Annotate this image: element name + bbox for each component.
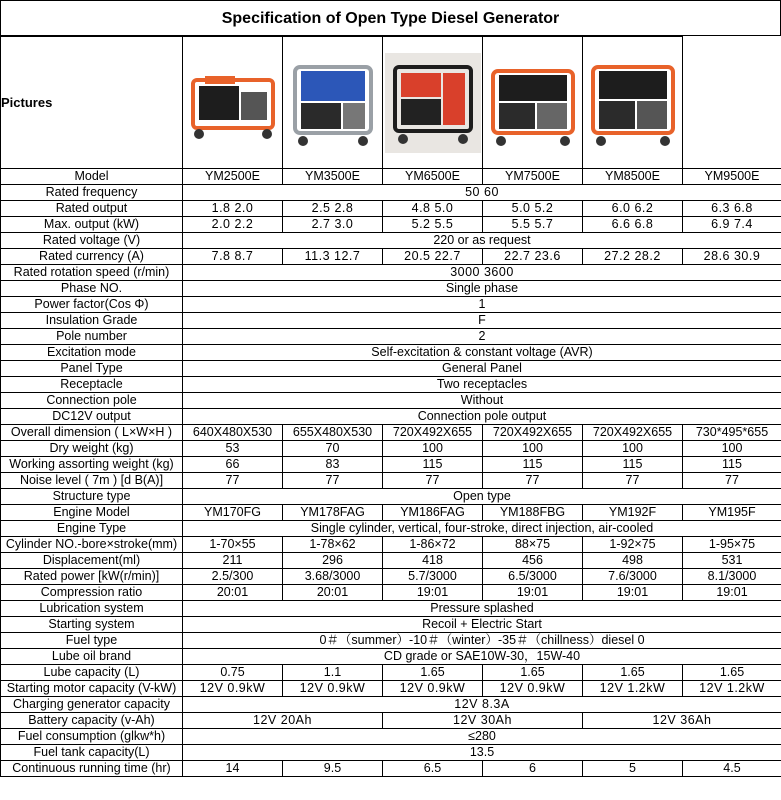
value-cell: 655X480X530 [283,425,383,441]
merged-cell: 12V 30Ah [383,713,583,729]
value-cell: 8.1/3000 [683,569,781,585]
value-cell: 6.5 [383,761,483,777]
row-label: Insulation Grade [1,313,183,329]
value-cell: 4.5 [683,761,781,777]
value-cell: 115 [583,457,683,473]
value-cell: 5.7/3000 [383,569,483,585]
table-row [1,345,781,361]
generator-icon [285,53,381,153]
table-row [1,281,781,297]
row-label: Dry weight (kg) [1,441,183,457]
table-row [1,441,781,457]
generator-icon [485,53,581,153]
value-cell: 456 [483,553,583,569]
model-cell: YM9500E [683,169,781,185]
value-cell: YM170FG [183,505,283,521]
row-label: Lube capacity (L) [1,665,183,681]
value-cell: 88×75 [483,537,583,553]
value-cell: 1-86×72 [383,537,483,553]
table-row [1,633,781,649]
value-cell: 70 [283,441,383,457]
value-cell: 77 [583,473,683,489]
model-cell: YM3500E [283,169,383,185]
model-cell: YM7500E [483,169,583,185]
row-label: Fuel tank capacity(L) [1,745,183,761]
value-cell: 115 [483,457,583,473]
merged-cell: 12V 36Ah [583,713,781,729]
row-label: Structure type [1,489,183,505]
row-label: Phase NO. [1,281,183,297]
merged-cell: 220 or as request [183,233,781,249]
row-label: Battery capacity (v-Ah) [1,713,183,729]
merged-cell: Pressure splashed [183,601,781,617]
value-cell: 12V 0.9kW [383,681,483,697]
value-cell: 77 [383,473,483,489]
table-row [1,249,781,265]
merged-cell: 3000 3600 [183,265,781,281]
value-cell: 19:01 [583,585,683,601]
value-cell: 1-95×75 [683,537,781,553]
table-row [1,553,781,569]
value-cell: 20:01 [283,585,383,601]
value-cell: 6.0 6.2 [583,201,683,217]
table-row [1,761,781,777]
merged-cell: Self-excitation & constant voltage (AVR) [183,345,781,361]
row-label: Excitation mode [1,345,183,361]
value-cell: 2.5/300 [183,569,283,585]
value-cell: 7.6/3000 [583,569,683,585]
value-cell: 77 [283,473,383,489]
row-label: Engine Model [1,505,183,521]
value-cell: 1-92×75 [583,537,683,553]
value-cell: 28.6 30.9 [683,249,781,265]
value-cell: 1-78×62 [283,537,383,553]
table-row [1,665,781,681]
table-row [1,201,781,217]
table-row [1,265,781,281]
value-cell: 2.5 2.8 [283,201,383,217]
value-cell: 296 [283,553,383,569]
value-cell: 1.8 2.0 [183,201,283,217]
table-row [1,729,781,745]
generator-photo-3 [383,37,483,169]
value-cell: 11.3 12.7 [283,249,383,265]
value-cell: 100 [683,441,781,457]
value-cell: 1.1 [283,665,383,681]
pictures-label: Pictures [1,37,183,169]
row-label: Rated currency (A) [1,249,183,265]
value-cell: 720X492X655 [483,425,583,441]
value-cell: 418 [383,553,483,569]
value-cell: 3.68/3000 [283,569,383,585]
generator-photo-2 [283,37,383,169]
merged-cell: 12V 20Ah [183,713,383,729]
row-label: Fuel consumption (glkw*h) [1,729,183,745]
value-cell: 100 [483,441,583,457]
merged-cell: Without [183,393,781,409]
value-cell: 2.7 3.0 [283,217,383,233]
row-label: Rated output [1,201,183,217]
row-label: Fuel type [1,633,183,649]
row-label: Rated rotation speed (r/min) [1,265,183,281]
table-row [1,233,781,249]
value-cell: 66 [183,457,283,473]
generator-photo-4 [483,37,583,169]
merged-cell: 1 [183,297,781,313]
value-cell: 20.5 22.7 [383,249,483,265]
value-cell: 5.2 5.5 [383,217,483,233]
merged-cell: 2 [183,329,781,345]
value-cell: 720X492X655 [583,425,683,441]
value-cell: 19:01 [483,585,583,601]
merged-cell: Two receptacles [183,377,781,393]
row-label: Engine Type [1,521,183,537]
table-row [1,697,781,713]
value-cell: 12V 0.9kW [283,681,383,697]
merged-cell: 50 60 [183,185,781,201]
generator-photo-1 [183,37,283,169]
value-cell: 5 [583,761,683,777]
value-cell: 1-70×55 [183,537,283,553]
generator-photo-5 [583,37,683,169]
row-label: Overall dimension ( L×W×H ) [1,425,183,441]
model-cell: YM6500E [383,169,483,185]
merged-cell: F [183,313,781,329]
value-cell: 53 [183,441,283,457]
row-label: Max. output (kW) [1,217,183,233]
row-label: Starting system [1,617,183,633]
table-row [1,585,781,601]
table-row [1,393,781,409]
merged-cell: Open type [183,489,781,505]
value-cell: 77 [183,473,283,489]
merged-cell: CD grade or SAE10W-30，15W-40 [183,649,781,665]
table-row [1,489,781,505]
value-cell: 6.6 6.8 [583,217,683,233]
table-row [1,361,781,377]
value-cell: 211 [183,553,283,569]
value-cell: 19:01 [383,585,483,601]
value-cell: 1.65 [483,665,583,681]
row-label: Working assorting weight (kg) [1,457,183,473]
value-cell: 2.0 2.2 [183,217,283,233]
value-cell: 6.9 7.4 [683,217,781,233]
value-cell: 77 [483,473,583,489]
value-cell: YM192F [583,505,683,521]
value-cell: 1.65 [383,665,483,681]
value-cell: 498 [583,553,683,569]
row-label: Power factor(Cos Φ) [1,297,183,313]
table-row [1,713,781,729]
table-row [1,217,781,233]
value-cell: YM186FAG [383,505,483,521]
value-cell: YM178FAG [283,505,383,521]
value-cell: 12V 0.9kW [183,681,283,697]
merged-cell: 12V 8.3A [183,697,781,713]
value-cell: 640X480X530 [183,425,283,441]
merged-cell: Connection pole output [183,409,781,425]
table-row [1,185,781,201]
value-cell: 115 [383,457,483,473]
table-row [1,329,781,345]
table-row [1,425,781,441]
value-cell: 12V 0.9kW [483,681,583,697]
value-cell: 531 [683,553,781,569]
value-cell: 100 [383,441,483,457]
value-cell: 115 [683,457,781,473]
table-row [1,505,781,521]
generator-icon [185,58,281,148]
row-label: Panel Type [1,361,183,377]
value-cell: 730*495*655 [683,425,781,441]
value-cell: 100 [583,441,683,457]
table-row [1,617,781,633]
row-label: Rated frequency [1,185,183,201]
spec-table [0,36,781,777]
table-row [1,377,781,393]
value-cell: 83 [283,457,383,473]
row-label: Compression ratio [1,585,183,601]
pictures-row [1,37,781,169]
value-cell: 6 [483,761,583,777]
value-cell: 5.0 5.2 [483,201,583,217]
row-label: Rated power [kW(r/min)] [1,569,183,585]
row-label: Displacement(ml) [1,553,183,569]
row-label: Connection pole [1,393,183,409]
value-cell: 0.75 [183,665,283,681]
model-cell: YM2500E [183,169,283,185]
table-row [1,169,781,185]
table-row [1,297,781,313]
merged-cell: Single phase [183,281,781,297]
merged-cell: General Panel [183,361,781,377]
value-cell: 1.65 [683,665,781,681]
table-row [1,537,781,553]
value-cell: 7.8 8.7 [183,249,283,265]
value-cell: 12V 1.2kW [683,681,781,697]
value-cell: 14 [183,761,283,777]
value-cell: 5.5 5.7 [483,217,583,233]
table-row [1,521,781,537]
table-row [1,313,781,329]
merged-cell: Recoil + Electric Start [183,617,781,633]
row-label: Cylinder NO.-bore×stroke(mm) [1,537,183,553]
table-row [1,745,781,761]
value-cell: 12V 1.2kW [583,681,683,697]
value-cell: 19:01 [683,585,781,601]
row-label: Receptacle [1,377,183,393]
table-row [1,409,781,425]
value-cell: 22.7 23.6 [483,249,583,265]
row-label: Charging generator capacity [1,697,183,713]
value-cell: 20:01 [183,585,283,601]
model-cell: YM8500E [583,169,683,185]
row-label: DC12V output [1,409,183,425]
row-label: Continuous running time (hr) [1,761,183,777]
row-label: Lubrication system [1,601,183,617]
generator-icon [585,53,681,153]
row-label: Model [1,169,183,185]
row-label: Pole number [1,329,183,345]
value-cell: 77 [683,473,781,489]
value-cell: 4.8 5.0 [383,201,483,217]
value-cell: 27.2 28.2 [583,249,683,265]
table-row [1,473,781,489]
value-cell: 1.65 [583,665,683,681]
table-row [1,457,781,473]
table-row [1,569,781,585]
merged-cell: 0＃（summer）-10＃（winter）-35＃（chillness）diesel 0 [183,633,781,649]
generator-icon [385,53,481,153]
merged-cell: 13.5 [183,745,781,761]
row-label: Rated voltage (V) [1,233,183,249]
table-row [1,649,781,665]
sheet-title: Specification of Open Type Diesel Generator [0,0,781,36]
row-label: Noise level ( 7m ) [d B(A)] [1,473,183,489]
row-label: Starting motor capacity (V-kW) [1,681,183,697]
value-cell: 9.5 [283,761,383,777]
row-label: Lube oil brand [1,649,183,665]
merged-cell: ≤280 [183,729,781,745]
value-cell: 6.3 6.8 [683,201,781,217]
value-cell: 6.5/3000 [483,569,583,585]
merged-cell: Single cylinder, vertical, four-stroke, direct injection, air-cooled [183,521,781,537]
table-row [1,681,781,697]
table-row [1,601,781,617]
value-cell: 720X492X655 [383,425,483,441]
value-cell: YM188FBG [483,505,583,521]
value-cell: YM195F [683,505,781,521]
